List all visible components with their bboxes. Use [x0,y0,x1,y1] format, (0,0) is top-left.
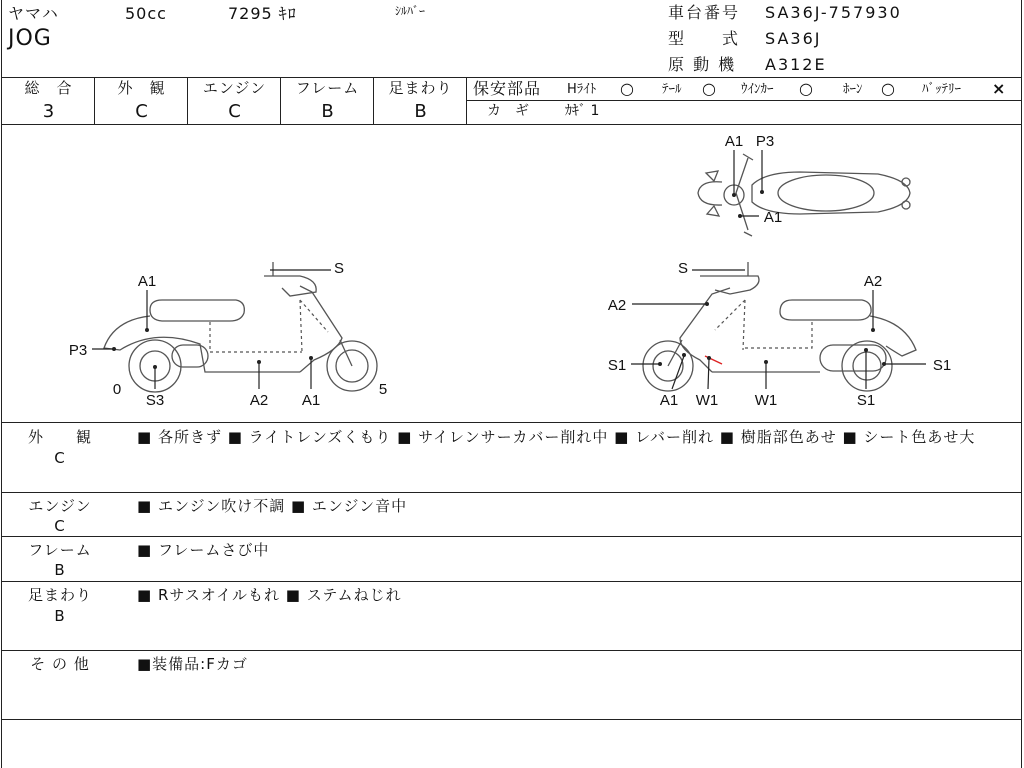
leader-dot [682,353,686,357]
damage-label: P3 [755,133,775,150]
damage-label: S [677,260,689,277]
engine-code: A312E [765,55,827,74]
leader-dot [871,328,875,332]
rear-cowl [104,316,300,372]
model-code-label: 型 式 [668,29,741,48]
rear-cowl [870,316,916,356]
maker: ヤマハ [8,4,59,23]
note-label-suspension: 足まわり [27,586,92,604]
handlebar [700,262,759,294]
safety-parts-label: 保安部品 [473,79,542,98]
body-panel-line [715,300,812,350]
damage-label: A1 [301,392,321,409]
key-label: カ ギ [487,103,529,119]
grade-value-exterior: C [135,101,148,122]
divider-line [1,492,1022,493]
front-turn-signal [706,171,718,181]
divider-line [1,581,1022,582]
divider-line [1,536,1022,537]
damage-label: A1 [724,133,744,150]
grade-label-frame: フレーム [295,79,360,97]
displacement: 50cc [125,4,167,23]
taillight-status: ○ [702,79,716,98]
seat [778,175,874,211]
leader-line [708,359,709,389]
horn-label: ﾎｰﾝ [843,82,863,97]
damage-label: A1 [659,392,679,409]
grade-value-engine: C [228,101,241,122]
leader-dot [112,347,116,351]
note-grade-suspension: B [54,607,66,625]
grade-label-exterior: 外 観 [117,79,166,97]
key-value: ｶｷﾞ 1 [565,103,600,119]
mileage: 7295 ｷﾛ [228,4,297,23]
note-label-exterior: 外 観 [27,428,92,446]
grade-value-frame: B [321,101,334,122]
front-fork [668,340,682,366]
note-text-exterior: ■ 各所きず ■ ライトレンズくもり ■ サイレンサーカバー削れ中 ■ レバー削れ ■ 樹脂部色あせ ■ シート色あせ大 [137,428,976,446]
grade-value-suspension: B [414,101,427,122]
damage-label: S1 [607,357,627,374]
damage-label: P3 [68,342,88,359]
turn-signal-status: ○ [799,79,813,98]
damage-label: S [333,260,345,277]
note-grade-exterior: C [54,449,66,467]
handlebar [736,158,748,230]
horn-status: ○ [881,79,895,98]
rear-turn-signal [902,201,910,209]
seat [780,300,871,320]
front-shield [680,288,730,372]
seat [150,300,244,321]
frame-number-label: 車台番号 [668,3,741,22]
grade-label-overall: 総 合 [24,79,73,97]
model-name: JOG [8,26,52,51]
battery-status: × [992,79,1006,98]
body-panel-line [210,300,328,352]
leader-dot [257,360,261,364]
damage-label: W1 [695,392,719,409]
leader-dot [309,356,313,360]
grade-divider [466,78,467,125]
leader-dot [864,348,868,352]
taillight-label: ﾃｰﾙ [662,82,682,97]
leader-dot [732,193,736,197]
leader-dot [760,190,764,194]
grade-label-engine: エンジン [202,79,267,97]
leader-dot [145,328,149,332]
damage-label: A2 [863,273,883,290]
note-label-other: そ の 他 [30,655,90,673]
headlight-label: Hﾗｲﾄ [567,82,597,97]
front-turn-signal [707,206,719,216]
divider-line [1,650,1022,651]
rear-rim [853,352,881,380]
top-view-labels [725,133,782,226]
nose [698,182,722,205]
front-shield [300,286,342,372]
damage-label: S3 [145,392,165,409]
divider-line [1,77,1022,78]
safety-parts-divider [467,100,1022,101]
frame-number: SA36J-757930 [765,3,902,22]
grade-label-suspension: 足まわり [388,79,453,97]
leader-dot [153,365,157,369]
damage-label: S1 [856,392,876,409]
turn-signal-label: ｳｲﾝｶｰ [741,82,774,97]
damage-label: A1 [137,273,157,290]
note-label-engine: エンジン [28,497,92,515]
damage-label: A1 [763,209,783,226]
right-side-labels [608,260,951,409]
engine-label: 原 動 機 [668,55,737,74]
damage-diagram [0,126,1024,422]
damage-label: A2 [249,392,269,409]
note-label-frame: フレーム [28,541,92,559]
scale-mark: 0 [112,381,122,398]
note-text-engine: ■ エンジン吹け不調 ■ エンジン音中 [137,497,408,515]
note-text-other: ■装備品:Fカゴ [137,655,248,673]
headlight-status: ○ [620,79,634,98]
divider-line [1,719,1022,720]
scale-mark: 5 [378,381,388,398]
divider-line [1,422,1022,423]
note-text-suspension: ■ Rサスオイルもれ ■ ステムねじれ [137,586,402,604]
body-outline [752,172,910,214]
leader-dot [738,214,742,218]
damage-label: S1 [932,357,952,374]
note-grade-engine: C [54,517,66,535]
note-grade-frame: B [54,561,66,579]
model-code: SA36J [765,29,822,48]
battery-label: ﾊﾞｯﾃﾘｰ [922,82,961,97]
damage-label: A2 [607,297,627,314]
leader-dot [764,360,768,364]
note-text-frame: ■ フレームさび中 [137,541,270,559]
leader-dot [705,302,709,306]
leader-dot [707,356,711,360]
leader-dot [658,362,662,366]
damage-label: W1 [754,392,778,409]
divider-line [1,124,1022,125]
grade-value-overall: 3 [42,101,55,122]
scooter-top-view [698,154,910,236]
color: ｼﾙﾊﾞｰ [395,4,426,18]
leader-dot [882,362,886,366]
